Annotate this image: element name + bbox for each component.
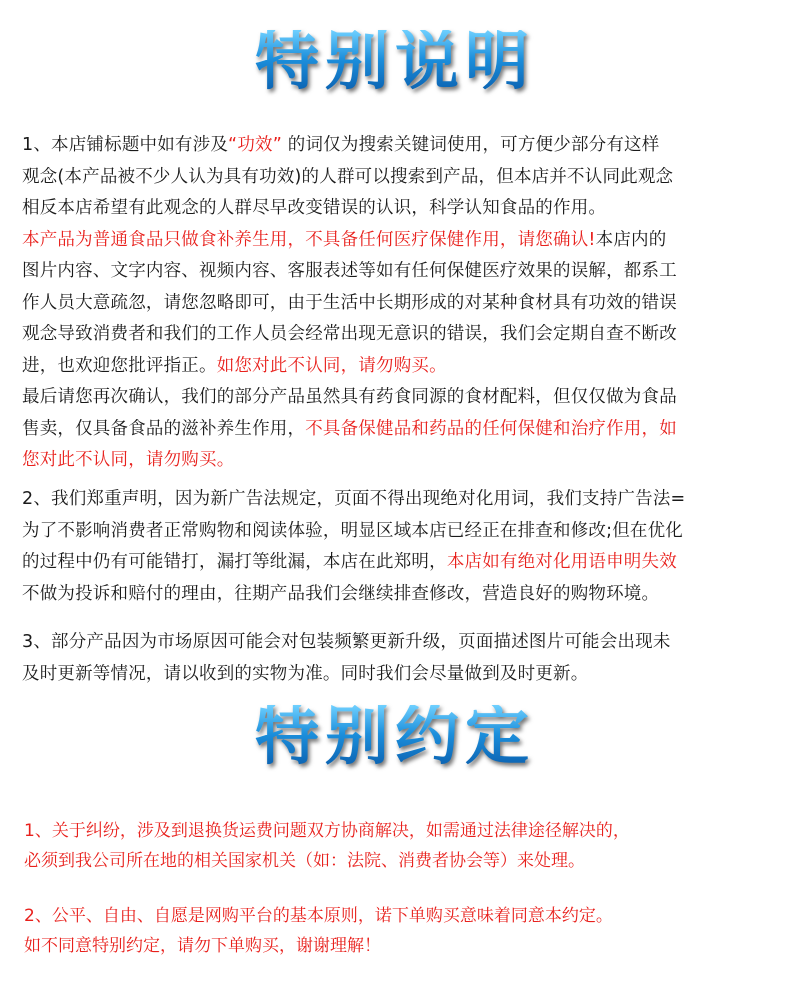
agreement-item-1 xyxy=(24,816,774,876)
text-line: 1、本店铺标题中如有涉及“功效” 的词仅为搜索关键词使用，可方便少部分有这样 xyxy=(22,135,660,155)
notice-section-1 xyxy=(22,130,770,477)
text-line: 进，也欢迎您批评指正。如您对此不认同，请勿购买。 xyxy=(22,355,447,376)
text-line: 不做为投诉和赔付的理由，往期产品我们会继续排查修改，营造良好的购物环境。 xyxy=(22,583,660,604)
text-line: 作人员大意疏忽，请您忽略即可，由于生活中长期形成的对某种食材具有功效的错误 xyxy=(22,292,677,313)
red-warning: 不具备保健品和药品的任何保健和治疗作用，如 xyxy=(305,418,677,439)
text-line: 观念导致消费者和我们的工作人员会经常出现无意识的错误，我们会定期自查不断改 xyxy=(22,324,677,344)
text-line: 3、部分产品因为市场原因可能会对包装频繁更新升级，页面描述图片可能会出现未 xyxy=(22,632,671,652)
text-line: 如不同意特别约定，请勿下单购买，谢谢理解！ xyxy=(24,936,381,956)
page-title-special-notice: 特别说明 xyxy=(0,30,790,94)
notice-section-3 xyxy=(22,627,770,690)
text-line: 相反本店希望有此观念的人群尽早改变错误的认识，科学认知食品的作用。 xyxy=(22,198,607,218)
text-line: 2、我们郑重声明，因为新广告法规定，页面不得出现绝对化用词，我们支持广告法= xyxy=(22,489,686,509)
text-line: 售卖，仅具备食品的滋补养生作用，不具备保健品和药品的任何保健和治疗作用，如 xyxy=(22,418,677,439)
text-line: 的过程中仍有可能错打，漏打等纰漏，本店在此郑明，本店如有绝对化用语申明失效 xyxy=(22,552,677,572)
red-warning: 本产品为普通食品只做食补养生用，不具备任何医疗保健作用，请您确认! xyxy=(22,229,596,250)
red-warning: 如您对此不认同，请勿购买。 xyxy=(216,355,447,376)
text-line: 为了不影响消费者正常购物和阅读体验，明显区域本店已经正在排查和修改;但在优化 xyxy=(22,520,683,541)
text-line: 2、公平、自由、自愿是网购平台的基本原则，诺下单购买意味着同意本约定。 xyxy=(24,906,613,926)
efficacy-keyword: “功效” xyxy=(228,135,282,155)
notice-section-2 xyxy=(22,484,770,610)
text-line: 本产品为普通食品只做食补养生用，不具备任何医疗保健作用，请您确认!本店内的 xyxy=(22,229,667,250)
text-line: 及时更新等情况，请以收到的实物为准。同时我们会尽量做到及时更新。 xyxy=(22,663,589,684)
text-line: 1、关于纠纷，涉及到退换货运费问题双方协商解决，如需通过法律途径解决的， xyxy=(24,821,630,841)
text-line: 图片内容、文字内容、视频内容、客服表述等如有任何保健医疗效果的误解，都系工 xyxy=(22,261,677,281)
text-line: 观念(本产品被不少人认为具有功效)的人群可以搜索到产品，但本店并不认同此观念 xyxy=(22,166,674,187)
red-warning: 本店如有绝对化用语申明失效 xyxy=(446,552,677,572)
text-line: 最后请您再次确认，我们的部分产品虽然具有药食同源的食材配料，但仅仅做为食品 xyxy=(22,387,677,407)
red-warning: 您对此不认同，请勿购买。 xyxy=(22,450,235,470)
text-line: 必须到我公司所在地的相关国家机关（如：法院、消费者协会等）来处理。 xyxy=(24,851,585,871)
page-title-special-agreement: 特别约定 xyxy=(0,705,790,769)
agreement-item-2 xyxy=(24,901,774,961)
